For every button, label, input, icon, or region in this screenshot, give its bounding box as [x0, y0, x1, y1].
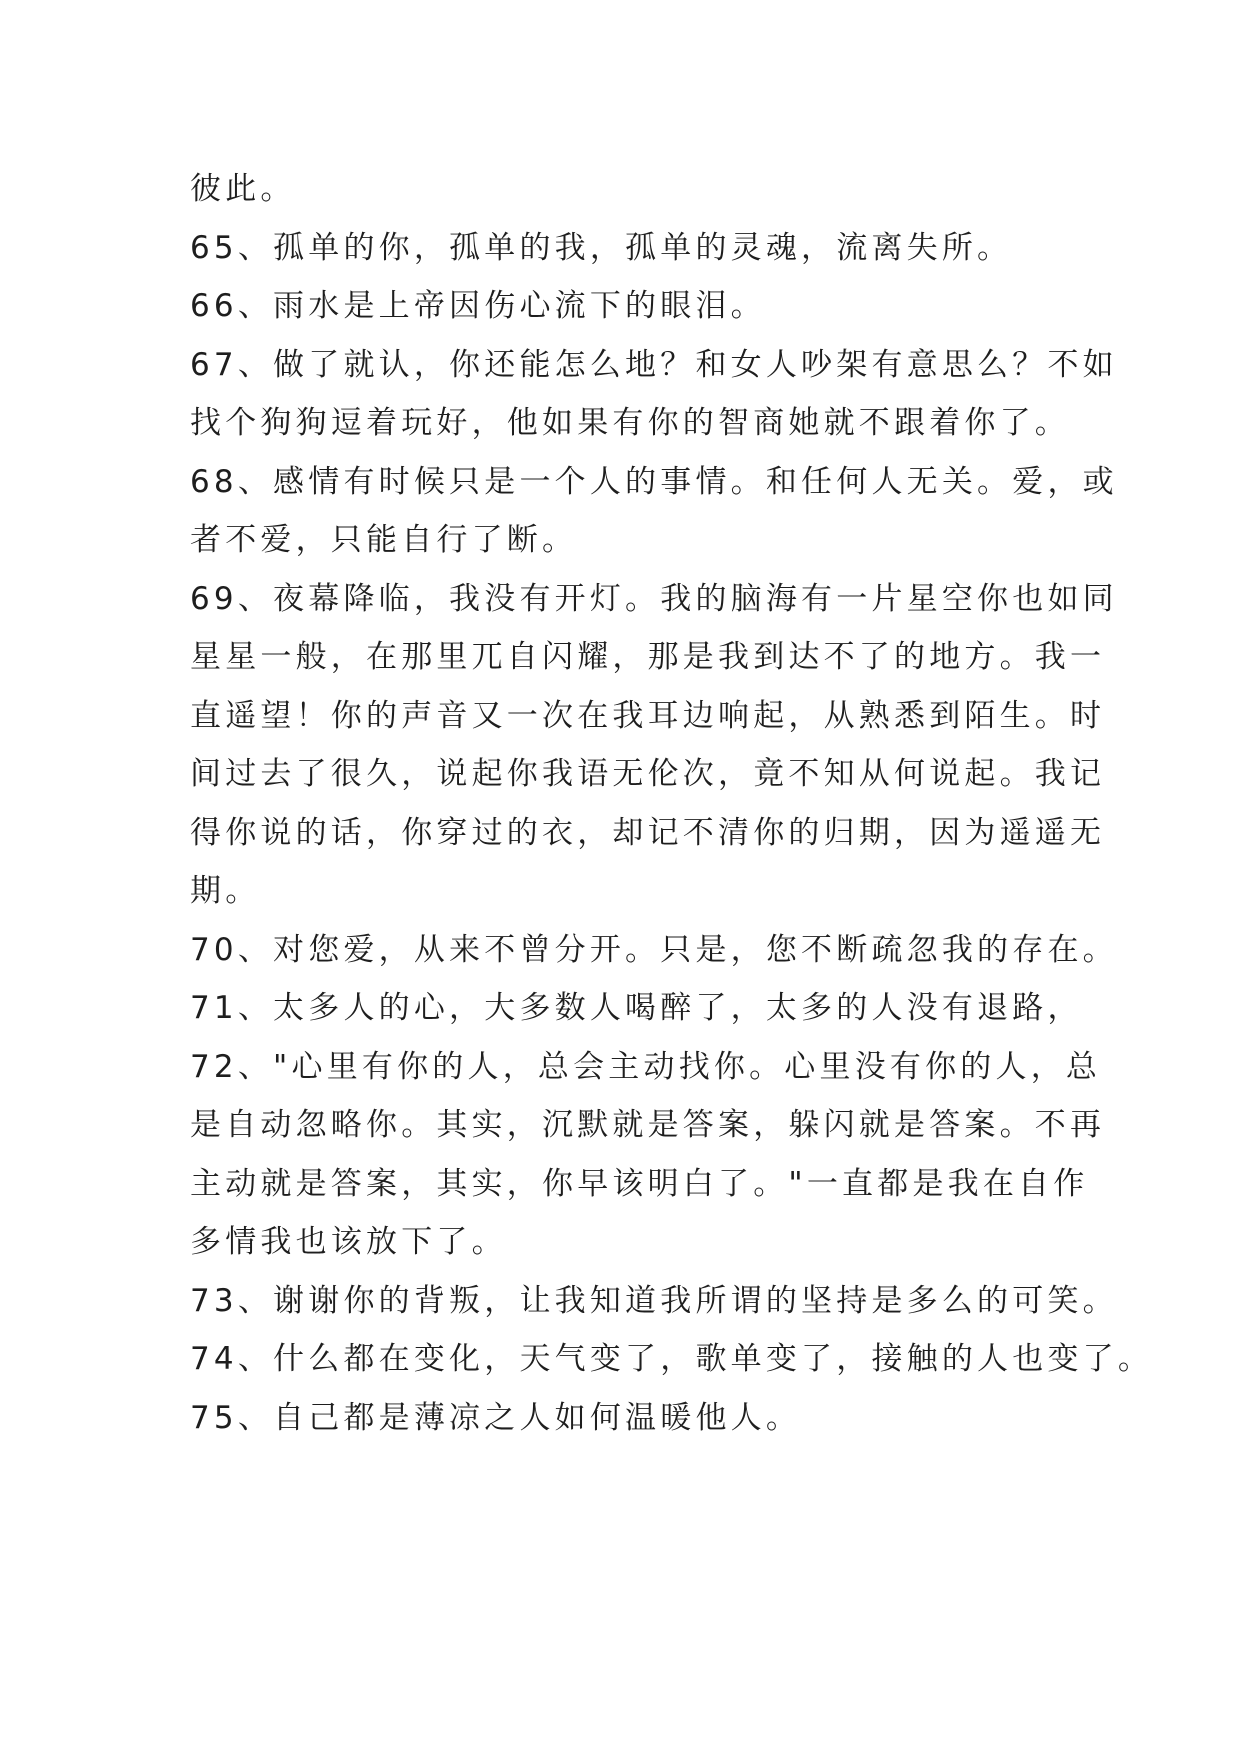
text-line: 彼此。 [190, 171, 296, 207]
text-line: 72、"心里有你的人，总会主动找你。心里没有你的人，总 [190, 1048, 1102, 1085]
text-line: 找个狗狗逗着玩好，他如果有你的智商她就不跟着你了。 [190, 405, 1070, 441]
text-line: 期。 [190, 873, 261, 909]
text-line: 67、做了就认，你还能怎么地？和女人吵架有意思么？不如 [190, 346, 1118, 383]
text-line: 间过去了很久，说起你我语无伦次，竟不知从何说起。我记 [190, 756, 1106, 792]
text-line: 65、孤单的你，孤单的我，孤单的灵魂，流离失所。 [190, 229, 1013, 266]
text-line: 71、太多人的心，大多数人喝醉了，太多的人没有退路， [190, 990, 1083, 1026]
text-line: 多情我也该放下了。 [190, 1224, 507, 1260]
text-line: 70、对您爱，从来不曾分开。只是，您不断疏忽我的存在。 [190, 931, 1118, 968]
text-line: 69、夜幕降临，我没有开灯。我的脑海有一片星空你也如同 [190, 580, 1118, 617]
text-line: 主动就是答案，其实，你早该明白了。"一直都是我在自作 [190, 1165, 1089, 1202]
text-line: 直遥望！你的声音又一次在我耳边响起，从熟悉到陌生。时 [190, 697, 1106, 734]
text-line: 得你说的话，你穿过的衣，却记不清你的归期，因为遥遥无 [190, 814, 1106, 851]
text-line: 是自动忽略你。其实，沉默就是答案，躲闪就是答案。不再 [190, 1107, 1106, 1143]
text-line: 74、什么都在变化，天气变了，歌单变了，接触的人也变了。 [190, 1341, 1154, 1377]
text-line: 星星一般，在那里兀自闪耀，那是我到达不了的地方。我一 [190, 639, 1106, 675]
text-line: 75、自己都是薄凉之人如何温暖他人。 [190, 1399, 802, 1436]
text-line: 73、谢谢你的背叛，让我知道我所谓的坚持是多么的可笑。 [190, 1282, 1118, 1319]
document-body [190, 160, 1154, 1447]
text-line: 68、感情有时候只是一个人的事情。和任何人无关。爱，或 [190, 463, 1118, 500]
text-line: 66、雨水是上帝因伤心流下的眼泪。 [190, 288, 766, 324]
text-line: 者不爱，只能自行了断。 [190, 522, 578, 558]
